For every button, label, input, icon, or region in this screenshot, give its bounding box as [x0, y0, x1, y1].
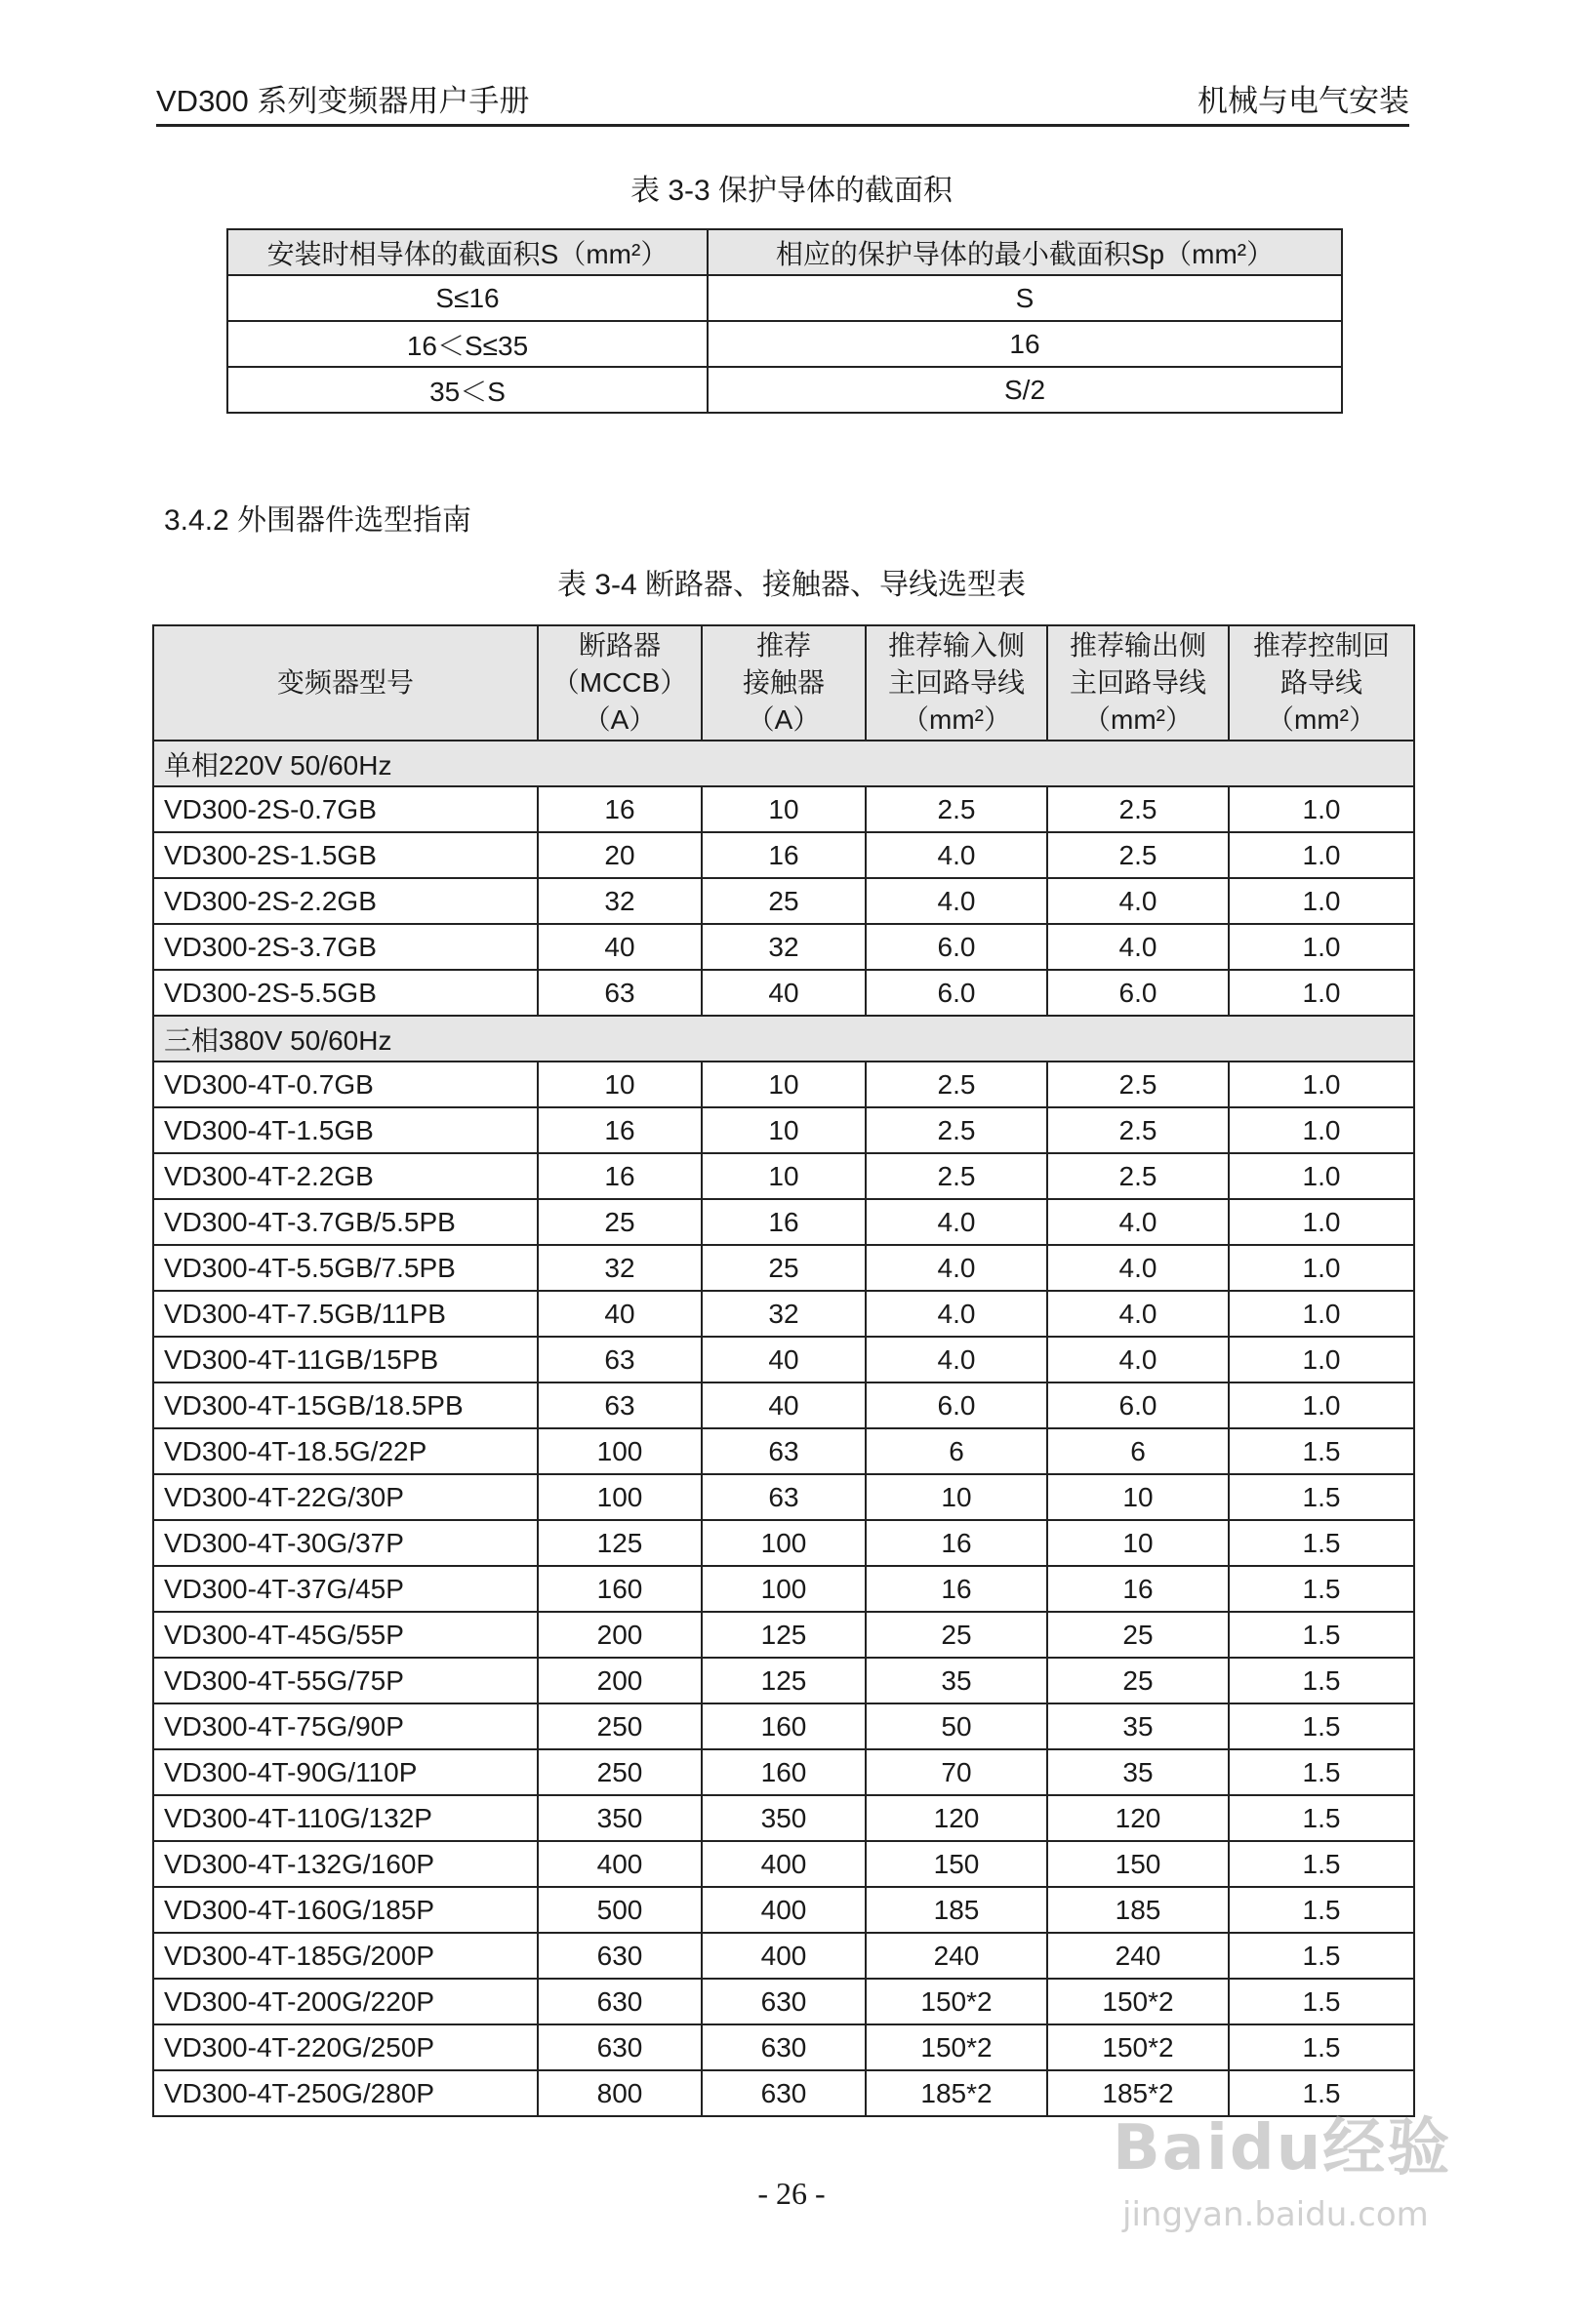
table-row: [153, 1062, 1414, 1107]
value-cell: 35: [1047, 1749, 1229, 1795]
header-breaker: 断路器 （MCCB） （A）: [538, 625, 702, 741]
value-cell: 2.5: [866, 786, 1047, 832]
value-cell: 63: [538, 970, 702, 1016]
value-cell: 100: [702, 1566, 866, 1612]
value-cell: 1.0: [1229, 832, 1414, 878]
table-row: [153, 1382, 1414, 1428]
value-cell: 32: [702, 1291, 866, 1337]
value-cell: 630: [702, 2070, 866, 2116]
table-row: [153, 1612, 1414, 1658]
table-row: [153, 1979, 1414, 2024]
value-cell: 630: [538, 1933, 702, 1979]
model-cell: VD300-4T-200G/220P: [153, 1979, 538, 2024]
value-cell: 1.0: [1229, 924, 1414, 970]
value-cell: 125: [702, 1612, 866, 1658]
table-row: [153, 832, 1414, 878]
value-cell: 185: [866, 1887, 1047, 1933]
value-cell: 1.5: [1229, 1933, 1414, 1979]
value-cell: 1.5: [1229, 1474, 1414, 1520]
model-cell: VD300-4T-90G/110P: [153, 1749, 538, 1795]
value-cell: 160: [702, 1749, 866, 1795]
value-cell: 4.0: [866, 1337, 1047, 1382]
value-cell: 1.0: [1229, 878, 1414, 924]
value-cell: 1.5: [1229, 1520, 1414, 1566]
page-header: [156, 86, 1409, 127]
value-cell: 160: [702, 1703, 866, 1749]
value-cell: 1.5: [1229, 1749, 1414, 1795]
table-cell: 35＜S: [227, 367, 708, 413]
table-row: [153, 1337, 1414, 1382]
value-cell: 150*2: [1047, 1979, 1229, 2024]
value-cell: 1.0: [1229, 1062, 1414, 1107]
component-selection-table: [152, 624, 1415, 2117]
value-cell: 10: [702, 1062, 866, 1107]
value-cell: 630: [538, 2024, 702, 2070]
group-label: 单相220V 50/60Hz: [153, 741, 1414, 786]
value-cell: 10: [866, 1474, 1047, 1520]
model-cell: VD300-2S-0.7GB: [153, 786, 538, 832]
value-cell: 150*2: [866, 1979, 1047, 2024]
model-cell: VD300-4T-15GB/18.5PB: [153, 1382, 538, 1428]
model-cell: VD300-4T-11GB/15PB: [153, 1337, 538, 1382]
value-cell: 185*2: [866, 2070, 1047, 2116]
value-cell: 2.5: [866, 1062, 1047, 1107]
table-row: [153, 1795, 1414, 1841]
value-cell: 10: [1047, 1520, 1229, 1566]
table-row: [227, 275, 1342, 321]
model-cell: VD300-4T-18.5G/22P: [153, 1428, 538, 1474]
value-cell: 400: [702, 1887, 866, 1933]
value-cell: 25: [702, 1245, 866, 1291]
table-row: [153, 924, 1414, 970]
table-row: [153, 1887, 1414, 1933]
value-cell: 1.5: [1229, 1612, 1414, 1658]
value-cell: 16: [538, 1107, 702, 1153]
page-number: - 26 -: [757, 2176, 826, 2211]
model-cell: VD300-4T-110G/132P: [153, 1795, 538, 1841]
value-cell: 63: [538, 1337, 702, 1382]
model-cell: VD300-4T-132G/160P: [153, 1841, 538, 1887]
value-cell: 70: [866, 1749, 1047, 1795]
value-cell: 125: [538, 1520, 702, 1566]
value-cell: 10: [702, 1153, 866, 1199]
value-cell: 1.5: [1229, 1979, 1414, 2024]
value-cell: 4.0: [1047, 1199, 1229, 1245]
value-cell: 150*2: [1047, 2024, 1229, 2070]
model-cell: VD300-4T-75G/90P: [153, 1703, 538, 1749]
model-cell: VD300-4T-0.7GB: [153, 1062, 538, 1107]
value-cell: 1.5: [1229, 1703, 1414, 1749]
table-row: [153, 1474, 1414, 1520]
value-cell: 125: [702, 1658, 866, 1703]
protective-conductor-table: [226, 228, 1343, 414]
value-cell: 6: [866, 1428, 1047, 1474]
value-cell: 16: [866, 1520, 1047, 1566]
value-cell: 4.0: [1047, 1245, 1229, 1291]
value-cell: 40: [702, 1337, 866, 1382]
table-row: [153, 1520, 1414, 1566]
table-row: [153, 1199, 1414, 1245]
table-row: [153, 1291, 1414, 1337]
value-cell: 63: [702, 1428, 866, 1474]
model-cell: VD300-4T-45G/55P: [153, 1612, 538, 1658]
model-cell: VD300-4T-220G/250P: [153, 2024, 538, 2070]
value-cell: 6.0: [866, 1382, 1047, 1428]
value-cell: 100: [702, 1520, 866, 1566]
value-cell: 400: [702, 1841, 866, 1887]
value-cell: 1.5: [1229, 2070, 1414, 2116]
model-cell: VD300-4T-5.5GB/7.5PB: [153, 1245, 538, 1291]
value-cell: 25: [866, 1612, 1047, 1658]
value-cell: 350: [702, 1795, 866, 1841]
baidu-jingyan-watermark: [1083, 2098, 1493, 2264]
value-cell: 350: [538, 1795, 702, 1841]
group-label: 三相380V 50/60Hz: [153, 1016, 1414, 1062]
model-cell: VD300-2S-3.7GB: [153, 924, 538, 970]
value-cell: 4.0: [1047, 924, 1229, 970]
value-cell: 25: [702, 878, 866, 924]
value-cell: 1.0: [1229, 1382, 1414, 1428]
value-cell: 500: [538, 1887, 702, 1933]
value-cell: 1.5: [1229, 1566, 1414, 1612]
value-cell: 1.5: [1229, 1428, 1414, 1474]
value-cell: 35: [866, 1658, 1047, 1703]
value-cell: 4.0: [1047, 1337, 1229, 1382]
table-cell: 16: [708, 321, 1342, 367]
value-cell: 120: [866, 1795, 1047, 1841]
value-cell: 240: [1047, 1933, 1229, 1979]
model-cell: VD300-4T-55G/75P: [153, 1658, 538, 1703]
table-row: [153, 1933, 1414, 1979]
value-cell: 200: [538, 1612, 702, 1658]
value-cell: 1.0: [1229, 1107, 1414, 1153]
model-cell: VD300-4T-22G/30P: [153, 1474, 538, 1520]
value-cell: 630: [702, 2024, 866, 2070]
value-cell: 1.5: [1229, 1795, 1414, 1841]
value-cell: 2.5: [1047, 1107, 1229, 1153]
value-cell: 1.0: [1229, 1153, 1414, 1199]
table-cell: S/2: [708, 367, 1342, 413]
value-cell: 200: [538, 1658, 702, 1703]
table-row: [153, 1703, 1414, 1749]
value-cell: 63: [702, 1474, 866, 1520]
table-row: [153, 1107, 1414, 1153]
table-group-row: [153, 1016, 1414, 1062]
model-cell: VD300-4T-185G/200P: [153, 1933, 538, 1979]
value-cell: 32: [702, 924, 866, 970]
value-cell: 1.0: [1229, 1199, 1414, 1245]
value-cell: 20: [538, 832, 702, 878]
table-row: [153, 1566, 1414, 1612]
table-row: [153, 1658, 1414, 1703]
table-row: [227, 321, 1342, 367]
watermark-url: jingyan.baidu.com: [1122, 2195, 1429, 2234]
value-cell: 40: [538, 1291, 702, 1337]
table-row: [153, 1245, 1414, 1291]
header-model: 变频器型号: [153, 625, 538, 741]
table-row: [153, 2024, 1414, 2070]
value-cell: 1.5: [1229, 1887, 1414, 1933]
value-cell: 2.5: [1047, 832, 1229, 878]
value-cell: 1.0: [1229, 1337, 1414, 1382]
value-cell: 16: [1047, 1566, 1229, 1612]
table-row: [153, 878, 1414, 924]
table-header-row: [153, 625, 1414, 741]
value-cell: 150: [866, 1841, 1047, 1887]
table-row: [227, 367, 1342, 413]
value-cell: 4.0: [1047, 878, 1229, 924]
value-cell: 16: [702, 832, 866, 878]
value-cell: 150*2: [866, 2024, 1047, 2070]
value-cell: 2.5: [866, 1107, 1047, 1153]
model-cell: VD300-4T-2.2GB: [153, 1153, 538, 1199]
table-row: [153, 1153, 1414, 1199]
value-cell: 6.0: [1047, 1382, 1229, 1428]
table-3-3-caption: 表 3-3 保护导体的截面积: [629, 175, 954, 207]
value-cell: 16: [866, 1566, 1047, 1612]
value-cell: 1.0: [1229, 1245, 1414, 1291]
value-cell: 40: [702, 1382, 866, 1428]
table-row: [153, 1428, 1414, 1474]
value-cell: 160: [538, 1566, 702, 1612]
table-row: [153, 786, 1414, 832]
value-cell: 240: [866, 1933, 1047, 1979]
value-cell: 185*2: [1047, 2070, 1229, 2116]
value-cell: 185: [1047, 1887, 1229, 1933]
table-group-row: [153, 741, 1414, 786]
value-cell: 25: [538, 1199, 702, 1245]
value-cell: 1.5: [1229, 1658, 1414, 1703]
model-cell: VD300-4T-3.7GB/5.5PB: [153, 1199, 538, 1245]
value-cell: 4.0: [866, 1291, 1047, 1337]
value-cell: 100: [538, 1474, 702, 1520]
table-row: [153, 1749, 1414, 1795]
value-cell: 150: [1047, 1841, 1229, 1887]
value-cell: 1.0: [1229, 1291, 1414, 1337]
watermark-logo: Baidu经验: [1113, 2112, 1452, 2184]
table-3-3-header-protective: 相应的保护导体的最小截面积Sp（mm²）: [708, 229, 1342, 275]
header-control-wire: 推荐控制回 路导线 （mm²）: [1229, 625, 1414, 741]
table-cell: S: [708, 275, 1342, 321]
value-cell: 25: [1047, 1612, 1229, 1658]
value-cell: 10: [702, 786, 866, 832]
value-cell: 400: [538, 1841, 702, 1887]
value-cell: 16: [538, 1153, 702, 1199]
value-cell: 120: [1047, 1795, 1229, 1841]
table-3-3-header-phase: 安装时相导体的截面积S（mm²）: [227, 229, 708, 275]
header-output-wire: 推荐输出侧 主回路导线 （mm²）: [1047, 625, 1229, 741]
manual-title: VD300 系列变频器用户手册: [156, 84, 530, 118]
value-cell: 4.0: [866, 1245, 1047, 1291]
value-cell: 1.0: [1229, 970, 1414, 1016]
value-cell: 6.0: [866, 970, 1047, 1016]
value-cell: 16: [702, 1199, 866, 1245]
value-cell: 800: [538, 2070, 702, 2116]
chapter-title: 机械与电气安装: [1197, 84, 1409, 118]
value-cell: 2.5: [1047, 786, 1229, 832]
value-cell: 4.0: [866, 1199, 1047, 1245]
table-row: [153, 1841, 1414, 1887]
value-cell: 1.0: [1229, 786, 1414, 832]
header-contactor: 推荐 接触器 （A）: [702, 625, 866, 741]
value-cell: 4.0: [866, 832, 1047, 878]
value-cell: 4.0: [866, 878, 1047, 924]
header-input-wire: 推荐输入侧 主回路导线 （mm²）: [866, 625, 1047, 741]
value-cell: 63: [538, 1382, 702, 1428]
value-cell: 16: [538, 786, 702, 832]
value-cell: 40: [538, 924, 702, 970]
value-cell: 32: [538, 878, 702, 924]
value-cell: 10: [1047, 1474, 1229, 1520]
value-cell: 1.5: [1229, 2024, 1414, 2070]
value-cell: 2.5: [866, 1153, 1047, 1199]
value-cell: 400: [702, 1933, 866, 1979]
value-cell: 250: [538, 1703, 702, 1749]
value-cell: 4.0: [1047, 1291, 1229, 1337]
value-cell: 10: [538, 1062, 702, 1107]
model-cell: VD300-4T-30G/37P: [153, 1520, 538, 1566]
value-cell: 630: [702, 1979, 866, 2024]
value-cell: 25: [1047, 1658, 1229, 1703]
value-cell: 630: [538, 1979, 702, 2024]
model-cell: VD300-4T-160G/185P: [153, 1887, 538, 1933]
value-cell: 32: [538, 1245, 702, 1291]
value-cell: 6.0: [1047, 970, 1229, 1016]
model-cell: VD300-4T-37G/45P: [153, 1566, 538, 1612]
table-3-4-caption: 表 3-4 断路器、接触器、导线选型表: [556, 569, 1027, 601]
model-cell: VD300-2S-5.5GB: [153, 970, 538, 1016]
model-cell: VD300-4T-7.5GB/11PB: [153, 1291, 538, 1337]
table-cell: 16＜S≤35: [227, 321, 708, 367]
value-cell: 100: [538, 1428, 702, 1474]
model-cell: VD300-4T-1.5GB: [153, 1107, 538, 1153]
model-cell: VD300-4T-250G/280P: [153, 2070, 538, 2116]
model-cell: VD300-2S-1.5GB: [153, 832, 538, 878]
value-cell: 40: [702, 970, 866, 1016]
table-row: [153, 970, 1414, 1016]
model-cell: VD300-2S-2.2GB: [153, 878, 538, 924]
value-cell: 10: [702, 1107, 866, 1153]
value-cell: 6: [1047, 1428, 1229, 1474]
value-cell: 35: [1047, 1703, 1229, 1749]
table-cell: S≤16: [227, 275, 708, 321]
value-cell: 1.5: [1229, 1841, 1414, 1887]
section-title: 3.4.2 外围器件选型指南: [164, 504, 472, 537]
value-cell: 2.5: [1047, 1153, 1229, 1199]
value-cell: 6.0: [866, 924, 1047, 970]
value-cell: 250: [538, 1749, 702, 1795]
value-cell: 50: [866, 1703, 1047, 1749]
value-cell: 2.5: [1047, 1062, 1229, 1107]
